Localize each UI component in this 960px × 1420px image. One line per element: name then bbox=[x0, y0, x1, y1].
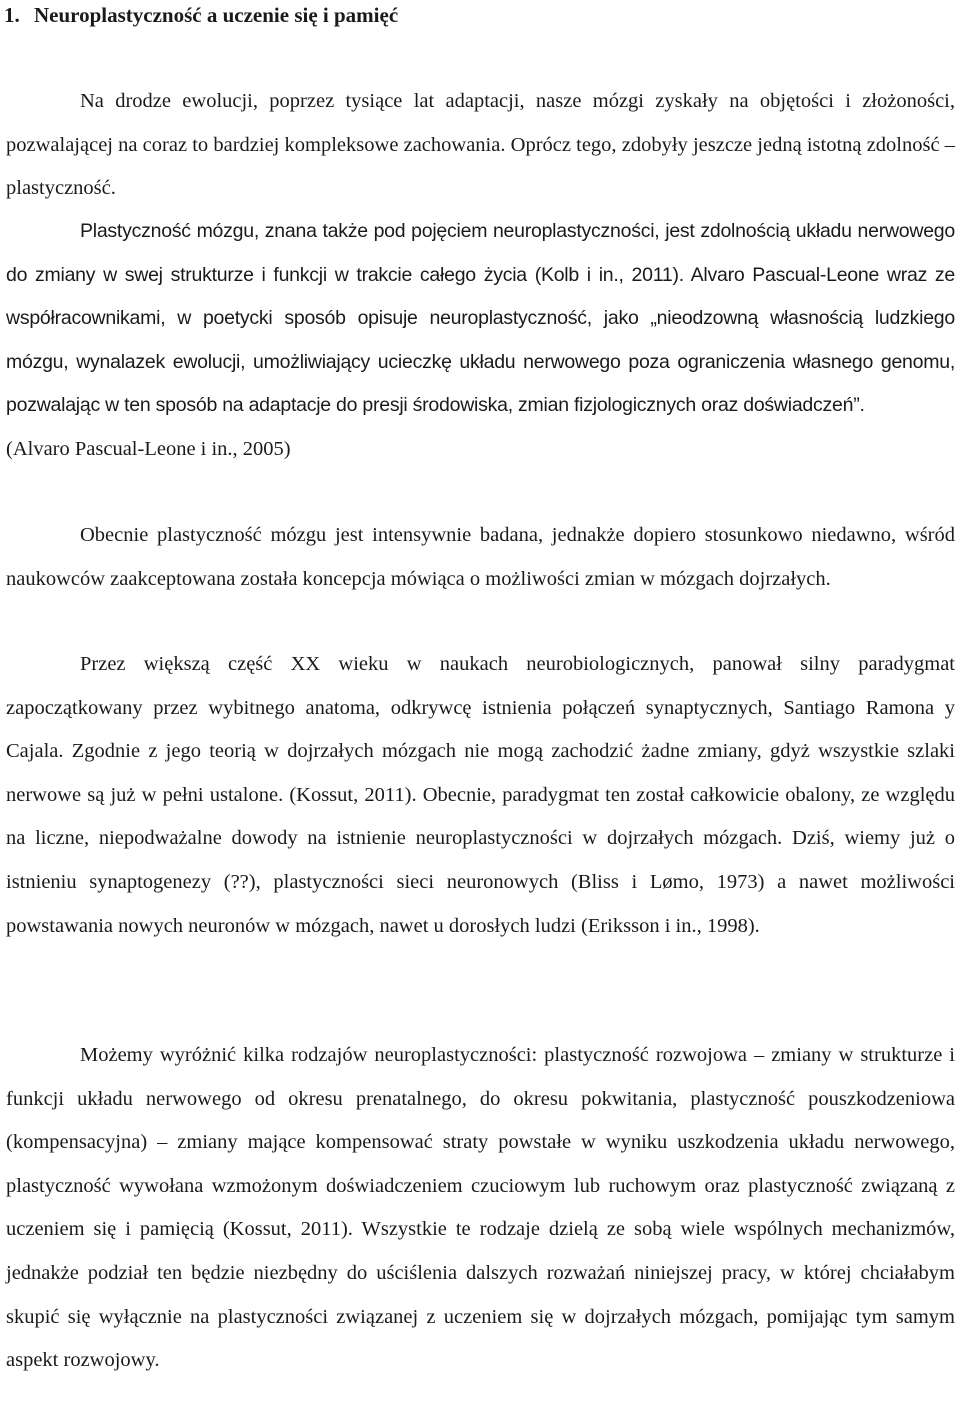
section-title: Neuroplastyczność a uczenie się i pamięć bbox=[34, 3, 399, 27]
paragraph-plasticity-definition bbox=[6, 210, 955, 472]
paragraph-plasticity-types: Możemy wyróżnić kilka rodzajów neuroplastyczności: plastyczność rozwojowa – zmiany w strukturze i funkcji układu nerwowego od okresu prenatalnego, do okresu pokwitania, plastyczność pouszkodzeniowa (kompensacyjna) – zmiany mające kompensować straty powstałe w wyniku uszkodzenia układu nerwowego, plastyczność wywołana wzmożonym doświadczeniem czuciowym lub ruchowym oraz plastyczność związaną z uczeniem się i pamięcią (Kossut, 2011). Wszystkie te rodzaje dzielą ze sobą wiele wspólnych mechanizmów, jednakże podział ten będzie niezbędny do uściślenia dalszych rozważań niniejszej pracy, w której chciałabym skupić się wyłącznie na plastyczności związanej z uczeniem się w dojrzałych mózgach, pomijając tym samym aspekt rozwojowy. bbox=[6, 1044, 955, 1372]
section-number: 1. bbox=[4, 3, 20, 27]
plasticity-definition-text: Plastyczność mózgu, znana także pod pojęciem neuroplastyczności, jest zdolnością układu nerwowego do zmiany w swej strukturze i funkcji w trakcie całego życia (Kolb i in., 2011). bbox=[6, 220, 955, 286]
pascual-leone-citation: (Alvaro Pascual-Leone i in., 2005) bbox=[6, 437, 291, 460]
paragraph-evolution: Na drodze ewolucji, poprzez tysiące lat adaptacji, nasze mózgi zyskały na objętości i złożoności, pozwalającej na coraz to bardziej kompleksowe zachowania. Oprócz tego, zdobyły jeszcze jedną istotną zdolność – plastyczność. bbox=[6, 90, 955, 200]
pascual-leone-quote: Alvaro Pascual-Leone wraz ze współracownikami, w poetycki sposób opisuje neuroplastyczność, jako „nieodzowną własnością ludzkiego mózgu, wynalazek ewolucji, umożliwiający ucieczkę układu nerwowego poza ograniczenia własnego genomu, pozwalając w ten sposób na adaptacje do presji środowiska, zmian fizjologicznych oraz doświadczeń”. bbox=[6, 263, 955, 417]
section-heading bbox=[4, 2, 398, 28]
paragraph-current-research: Obecnie plastyczność mózgu jest intensywnie badana, jednakże dopiero stosunkowo niedawno, wśród naukowców zaakceptowana została koncepcja mówiąca o możliwości zmian w mózgach dojrzałych. bbox=[6, 524, 955, 590]
paragraph-cajala-paradigm: Przez większą część XX wieku w naukach neurobiologicznych, panował silny paradygmat zapoczątkowany przez wybitnego anatoma, odkrywcę istnienia połączeń synaptycznych, Santiago Ramona y Cajala. Zgodnie z jego teorią w dojrzałych mózgach nie mogą zachodzić żadne zmiany, gdyż wszystkie szlaki nerwowe są już w pełni ustalone. (Kossut, 2011). Obecnie, paradygmat ten został całkowicie obalony, ze względu na liczne, niepodważalne dowody na istnienie neuroplastyczności w dojrzałych mózgach. Dziś, wiemy już o istnieniu synaptogenezy (??), plastyczności sieci neuronowych (Bliss i Lømo, 1973) a nawet możliwości powstawania nowych neuronów w mózgach, nawet u dorosłych ludzi (Eriksson i in., 1998). bbox=[6, 653, 955, 937]
